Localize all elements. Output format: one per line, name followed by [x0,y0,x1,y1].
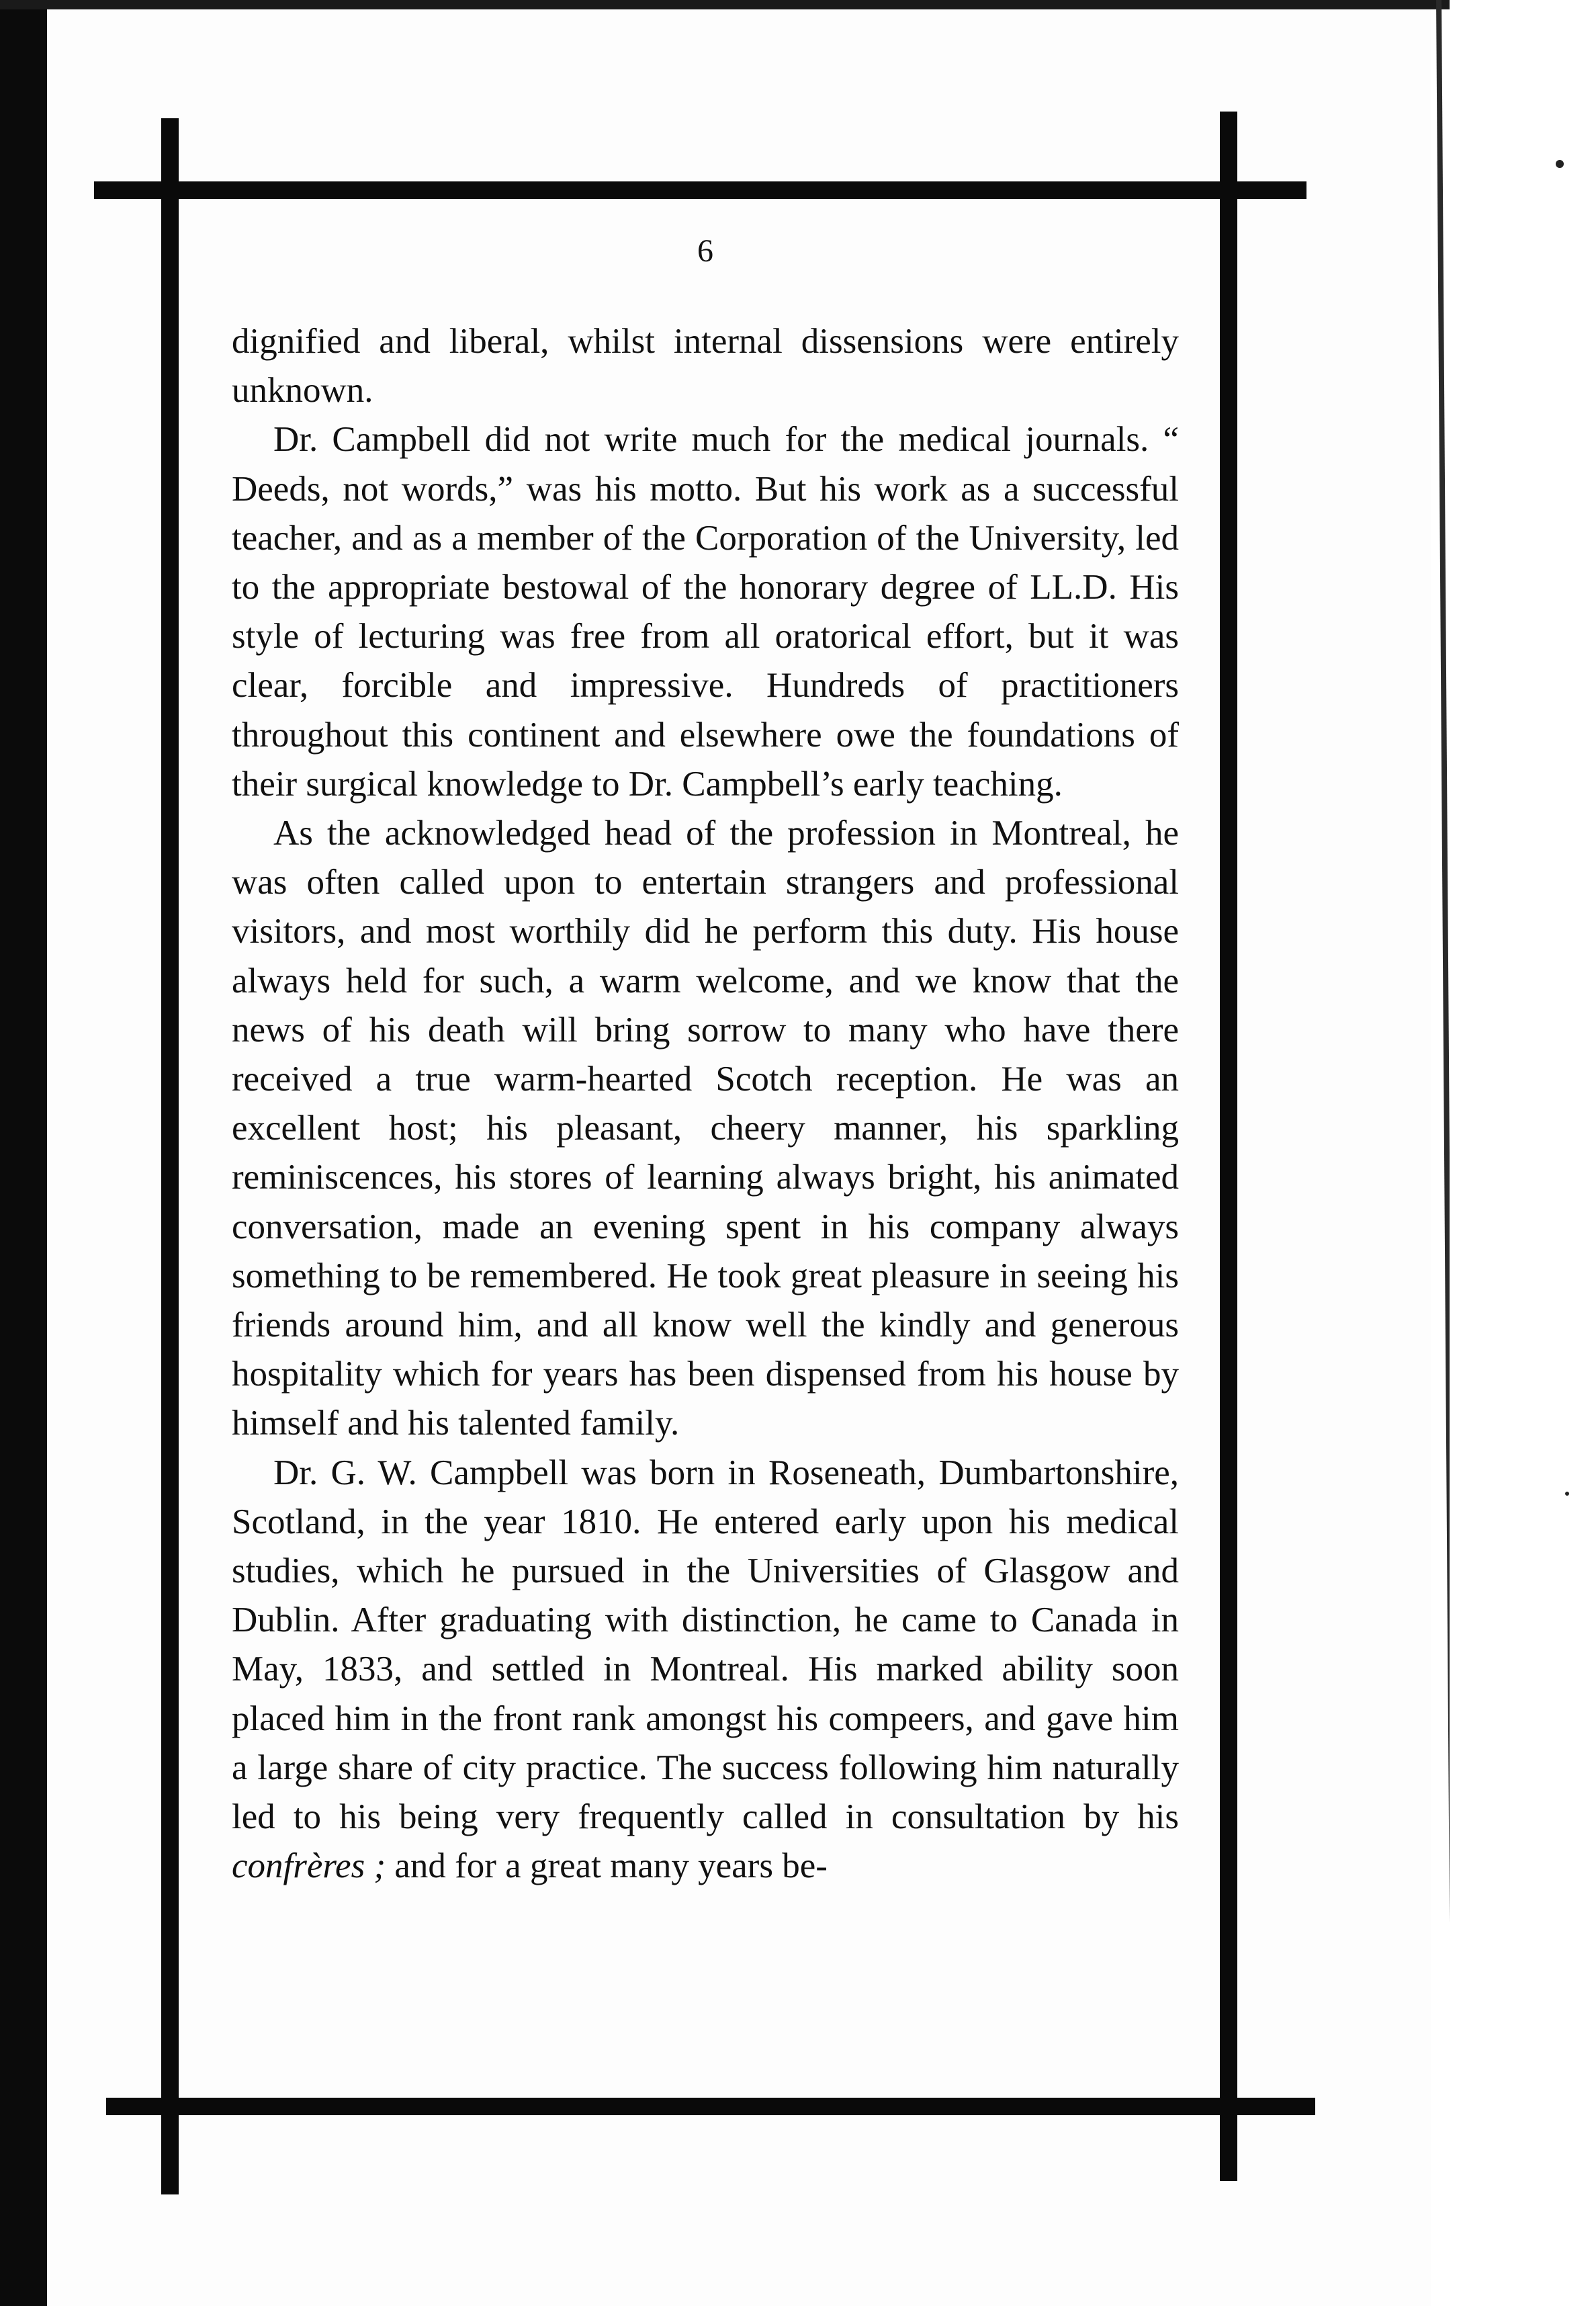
paragraph: dignified and liberal, whilst internal dissensions were entirely unknown. [232,322,1179,411]
italic-word: confrères ; [232,1846,386,1886]
border-rule-top [94,181,1306,199]
next-page-margin [1450,0,1596,2306]
scan-border-top [0,0,1596,9]
border-rule-bottom [106,2098,1315,2115]
border-rule-right [1220,112,1237,2181]
speck [1556,160,1564,168]
scan-border-left [0,0,47,2306]
body-text [232,317,1179,1891]
page-number: 6 [697,233,713,269]
border-rule-left [161,118,179,2194]
speck [1565,1492,1569,1496]
paragraph-text: Dr. G. W. Campbell was born in Roseneath, Dumbartonshire, Scotland, in the year 1810. He entered early upon his medical studies, which he pursued in the Universities of Glasgow and Dublin. After graduating with distinction, he came to Canada in May, 1833, and settled in Montreal. His marked ability soon placed him in the front rank amongst his compeers, and gave him a large share of city practice. The success following him naturally led to his being very frequently called in consultation by his [232,1453,1179,1837]
paragraph: As the acknowledged head of the profession in Montreal, he was often called upon to entertain strangers and professional visitors, and most worthily did he perform this duty. His house always held for such, a warm welcome, and we know that the news of his death will bring sorrow to many who have there received a true warm-hearted Scotch reception. He was an excellent host; his pleasant, cheery manner, his sparkling reminiscences, his stores of learning always bright, his animated conversation, made an evening spent in his company always something to be remembered. He took great pleasure in seeing his friends around him, and all know well the kindly and generous hospitality which for years has been dispensed from his house by himself and his talented family. [232,814,1179,1443]
paragraph: Dr. Campbell did not write much for the medical journals. “ Deeds, not words,” was his motto. But his work as a successful teacher, and as a member of the Corporation of the University, led to the appropriate bestowal of the honorary degree of LL.D. His style of lecturing was free from all oratorical effort, but it was clear, forcible and impressive. Hundreds of practitioners throughout this continent and elsewhere owe the foundations of their surgical knowledge to Dr. Campbell’s early teaching. [232,420,1179,804]
paragraph-tail: and for a great many years be- [394,1846,828,1886]
paragraph-birth [232,1449,1179,1891]
